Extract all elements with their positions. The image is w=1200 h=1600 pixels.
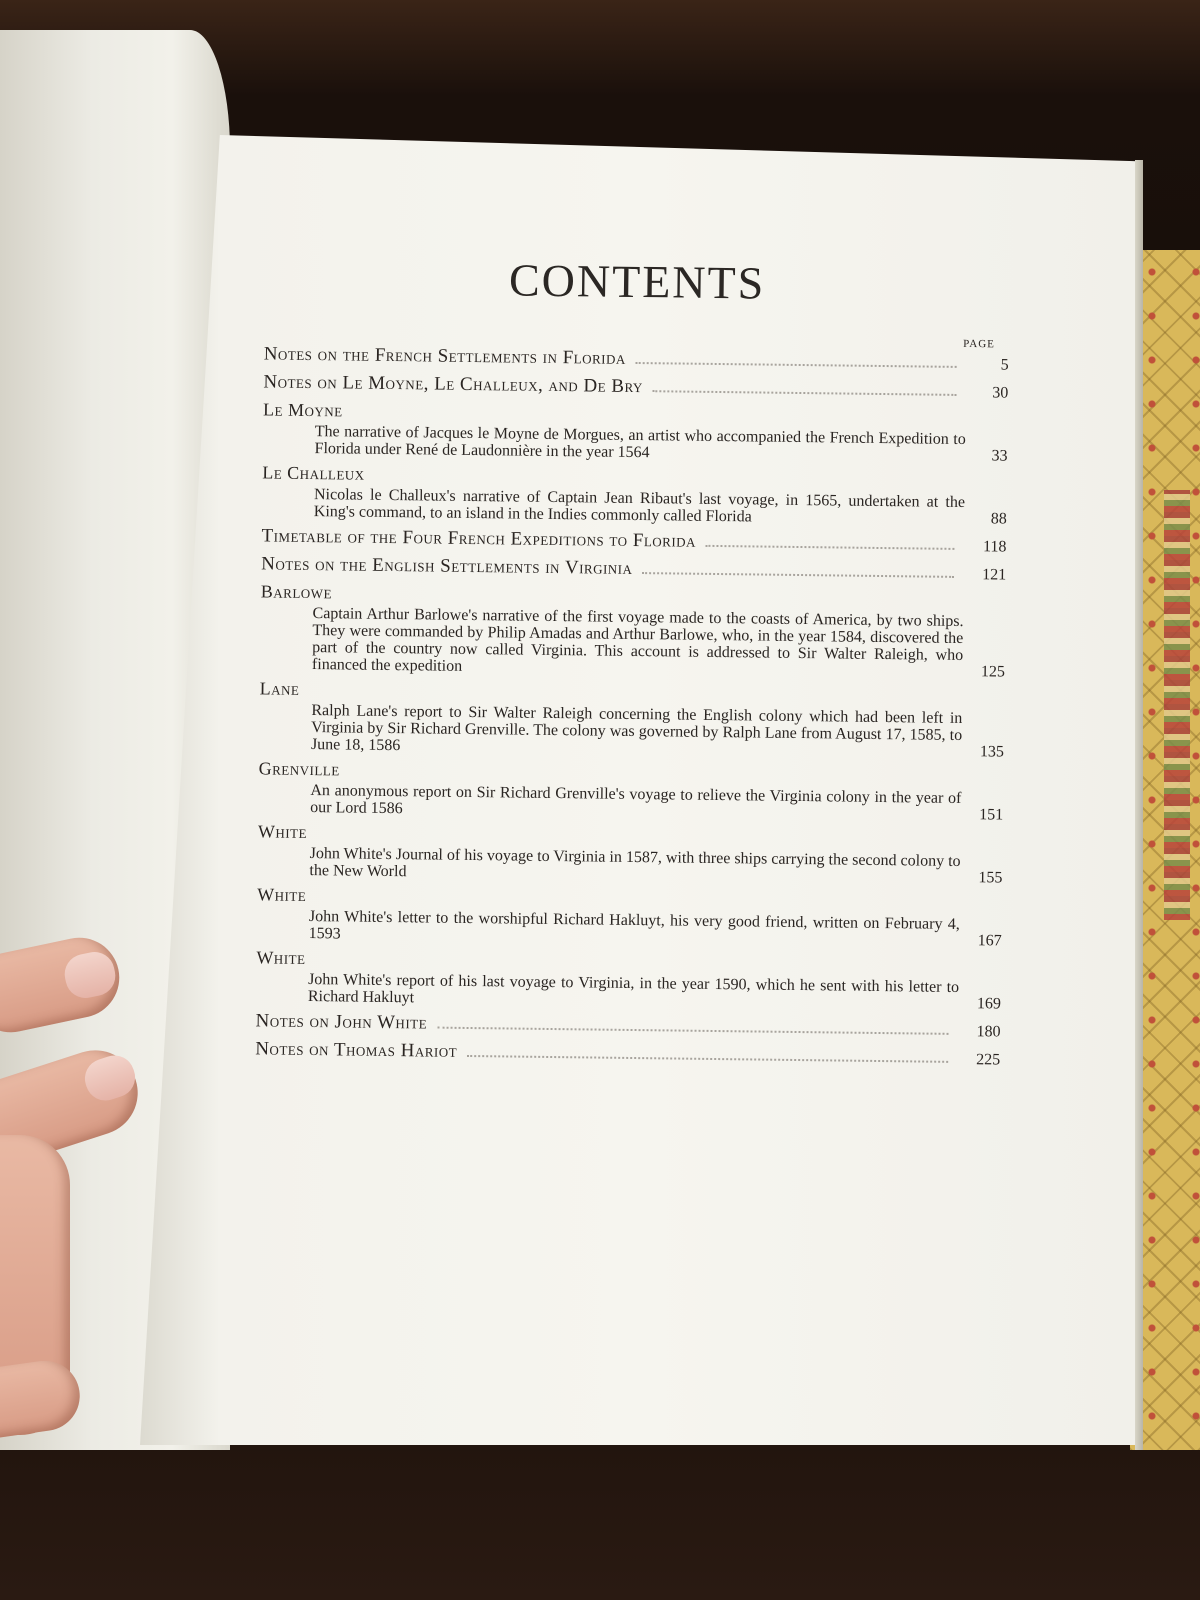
toc-entry xyxy=(261,553,1006,584)
toc-entries xyxy=(255,343,1009,1069)
toc-entry-row xyxy=(259,701,1005,761)
toc-entry-row xyxy=(255,1038,1000,1069)
entry-heading: Lane xyxy=(259,678,300,699)
page-number: 121 xyxy=(982,566,1007,584)
entry-description: Nicolas le Challeux's narrative of Captain Jean Ribaut's last voyage, in 1565, undertaken at the King's command, to an island in the Indies commonly called Florida xyxy=(313,486,966,526)
entry-description: John White's report of his last voyage to Virginia, in the year 1590, which he sent with his letter to Richard Hakluyt xyxy=(307,971,960,1007)
page-number: 155 xyxy=(978,869,1003,887)
toc-entry xyxy=(260,581,1006,681)
entry-heading: Le Moyne xyxy=(262,399,343,421)
page-number: 167 xyxy=(977,932,1002,950)
toc-entry-row xyxy=(257,844,1002,887)
page-number: 125 xyxy=(980,663,1006,681)
fabric-pattern xyxy=(1164,490,1190,920)
toc-entry xyxy=(256,947,1002,1013)
toc-entry-row xyxy=(260,604,1006,681)
entry-heading: White xyxy=(257,884,307,906)
entry-heading: Notes on the English Settlements in Virginia xyxy=(261,553,633,579)
page-number: 30 xyxy=(992,384,1009,402)
page-number: 169 xyxy=(976,995,1001,1013)
toc-entry xyxy=(259,678,1005,761)
page-number: 180 xyxy=(976,1023,1001,1041)
entry-description: Ralph Lane's report to Sir Walter Raleigh concerning the English colony which had been left in Virginia by Sir Richard Grenville. The colony was governed by Ralph Lane from August 17, 1585, to June 18, 1586 xyxy=(310,702,963,755)
toc-entry xyxy=(263,399,1009,465)
entry-heading: White xyxy=(256,947,306,968)
toc-entry xyxy=(262,462,1008,528)
toc-entry xyxy=(261,525,1006,556)
dot-leader xyxy=(437,1027,948,1035)
dot-leader xyxy=(642,572,954,578)
entry-description: John White's Journal of his voyage to Virginia in 1587, with three ships carrying the second colony to the New World xyxy=(309,845,961,881)
page-number: 5 xyxy=(1000,356,1009,374)
toc-entry-row xyxy=(255,1010,1000,1041)
toc-entry xyxy=(255,1038,1000,1069)
toc-entry xyxy=(257,821,1003,887)
page-edge xyxy=(1135,160,1143,1450)
toc-entry xyxy=(255,1010,1000,1041)
toc-entry-row xyxy=(256,970,1001,1013)
toc-entry-row xyxy=(261,553,1006,584)
dot-leader xyxy=(467,1055,948,1063)
toc-entry xyxy=(258,758,1004,824)
page-title: CONTENTS xyxy=(508,254,766,309)
entry-heading: Barlowe xyxy=(260,581,333,603)
toc-entry-row xyxy=(263,422,1008,465)
entry-heading: Le Challeux xyxy=(262,462,365,484)
entry-heading: Timetable of the Four French Expeditions to Florida xyxy=(261,525,697,552)
dot-leader xyxy=(653,390,957,396)
page-number: 151 xyxy=(979,806,1004,824)
toc-entry-row xyxy=(258,781,1003,824)
page-number: 118 xyxy=(982,538,1007,556)
entry-heading: Notes on Le Moyne, Le Challeux, and De Bry xyxy=(263,371,644,398)
toc-entry-row xyxy=(262,485,1007,528)
toc-entry xyxy=(257,884,1003,950)
dot-leader xyxy=(636,362,957,368)
toc-entry-row xyxy=(257,907,1002,950)
entry-description: The narrative of Jacques le Moyne de Morgues, an artist who accompanied the French Expedition to Florida under René de Laudonnière in the year 1564 xyxy=(314,423,966,462)
entry-heading: Notes on John White xyxy=(255,1010,428,1034)
entry-description: An anonymous report on Sir Richard Grenville's voyage to relieve the Virginia colony in the year of our Lord 1586 xyxy=(310,782,962,818)
toc-entry xyxy=(263,371,1008,402)
entry-description: John White's letter to the worshipful Richard Hakluyt, his very good friend, written on February 4, 1593 xyxy=(308,908,960,943)
entry-heading: Notes on Thomas Hariot xyxy=(255,1038,458,1062)
table-of-contents xyxy=(255,250,1010,1075)
dot-leader xyxy=(706,545,955,550)
page-column-header: PAGE xyxy=(963,337,996,351)
page-number: 88 xyxy=(990,510,1007,528)
page-number: 33 xyxy=(991,447,1008,465)
page-number: 225 xyxy=(976,1051,1001,1069)
entry-heading: White xyxy=(257,821,308,843)
entry-heading: Notes on the French Settlements in Florida xyxy=(263,343,626,369)
toc-entry-row xyxy=(263,371,1008,402)
toc-entry-row xyxy=(261,525,1006,556)
entry-heading: Grenville xyxy=(258,758,340,780)
page-number: 135 xyxy=(979,743,1005,761)
entry-description: Captain Arthur Barlowe's narrative of the first voyage made to the coasts of America, by two ships. They were commanded by Philip Amadas and Arthur Barlowe, who, in the year 1584, discovered the part of the country now called Virginia. This account is addressed to Sir Walter Raleigh, who financed the expedition xyxy=(311,605,964,675)
